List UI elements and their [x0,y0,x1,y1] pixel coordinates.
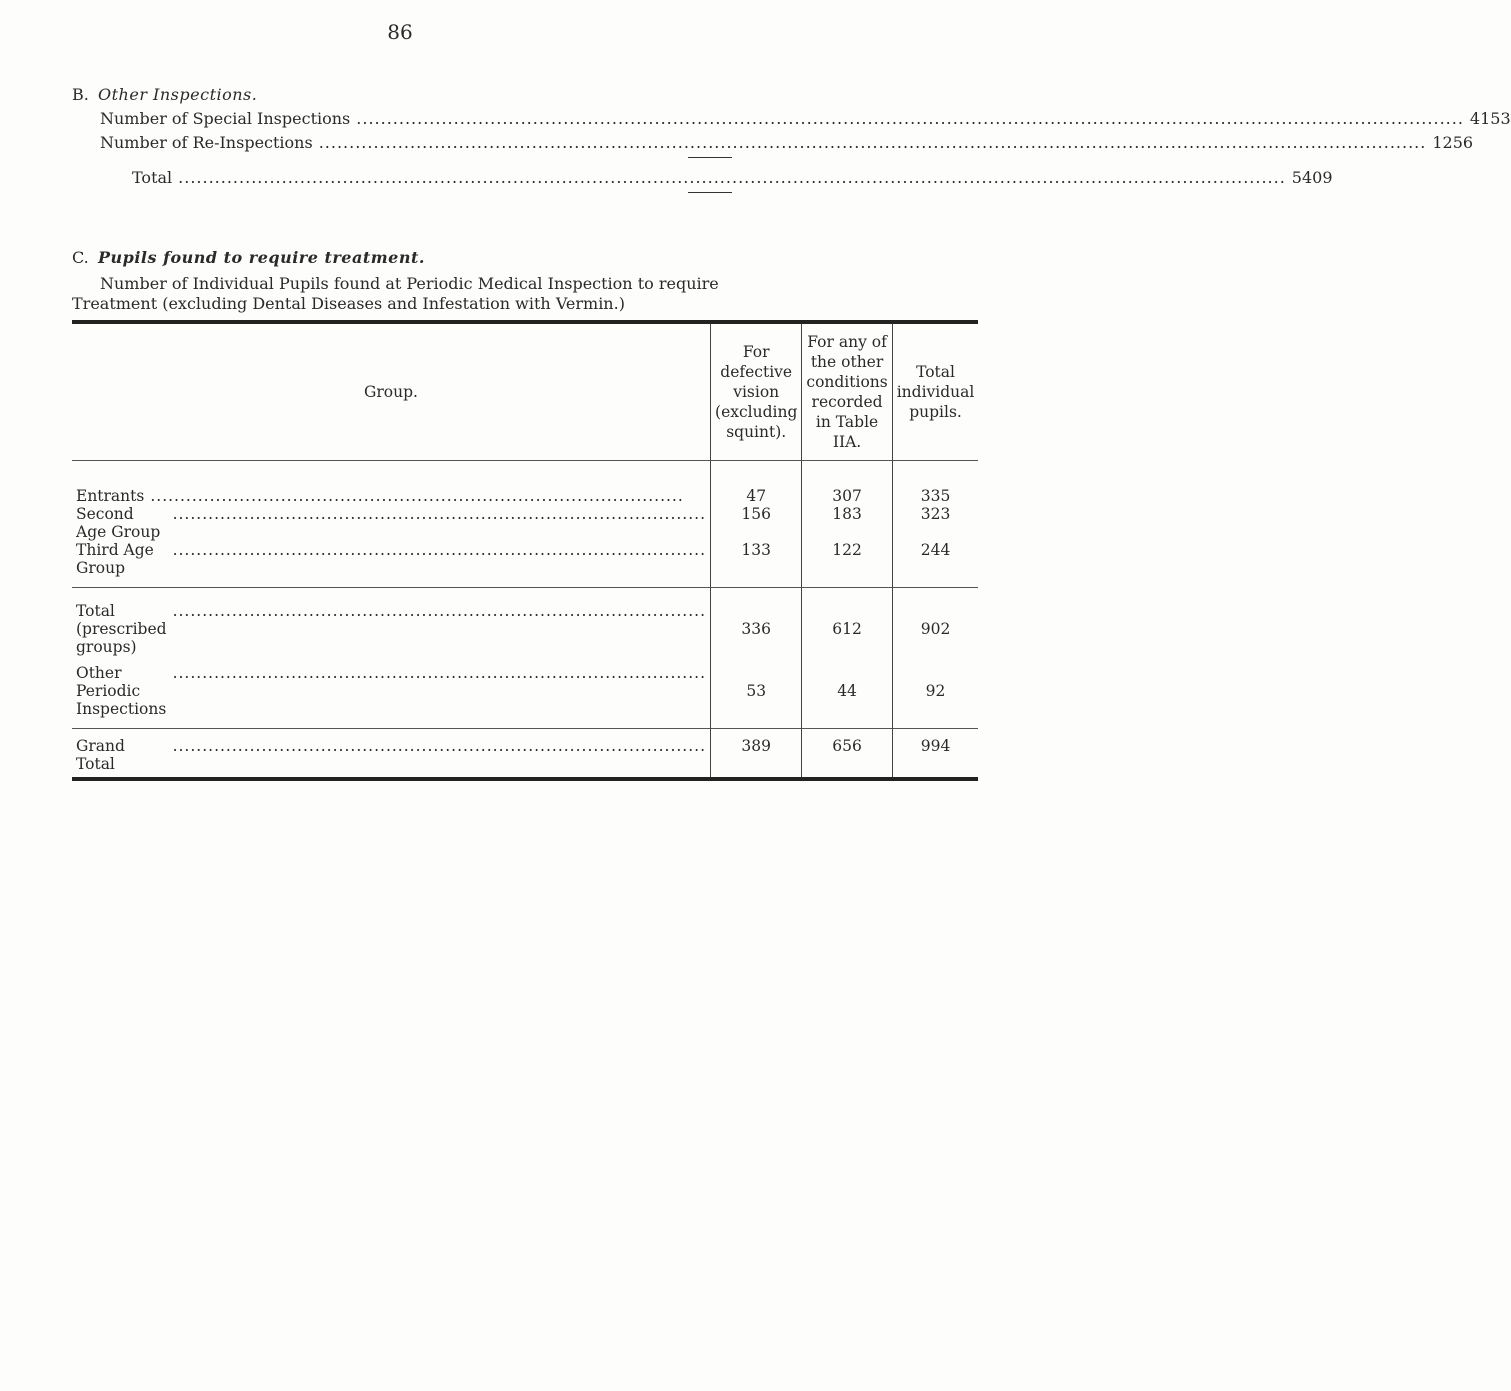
dot-leader [356,107,1464,131]
row-group-cell [72,505,711,541]
dot-leader [173,737,706,755]
section-c-heading [72,246,737,270]
section-b-letter: B. [72,85,89,104]
re-inspections-row [72,131,1474,155]
table-row [72,729,978,780]
total-rule [688,192,732,193]
row-other: 656 [802,729,892,780]
row-vision: 53 [711,656,802,729]
section-c-title: Pupils found to require treatment. [98,248,425,267]
table-row [72,588,978,657]
dot-leader [150,487,706,505]
header-other-conditions: For any of the other conditions recorded in Table IIA. [802,322,892,461]
section-c-letter: C. [72,248,89,267]
row-group: Third Age Group [76,541,154,577]
section-c-paragraph: Number of Individual Pupils found at Periodic Medical Inspection to require Treatment (excluding Dental Diseases and Infestation with Vermin.) [72,274,719,313]
inspections-total-label: Total [132,168,173,187]
table-row [72,541,978,588]
header-defective-vision: For defective vision (excluding squint). [711,322,802,461]
table-row [72,505,978,541]
section-b-heading [72,83,732,107]
section-other-inspections [72,83,1511,193]
treatment-table [72,320,978,781]
row-vision: 336 [711,588,802,657]
table-header-row [72,322,978,461]
row-total: 323 [892,505,978,541]
row-group: Grand Total [76,737,125,773]
row-group-cell [72,541,711,588]
row-vision: 389 [711,729,802,780]
row-other: 183 [802,505,892,541]
row-total: 902 [892,588,978,657]
dot-leader [319,131,1427,155]
row-group: Entrants [76,487,145,505]
row-total: 994 [892,729,978,780]
row-group-cell [72,461,711,506]
row-group-cell [72,656,711,729]
row-total: 92 [892,656,978,729]
row-other: 307 [802,461,892,506]
row-total: 335 [892,461,978,506]
dot-leader [178,166,1286,190]
row-group-cell [72,588,711,657]
table-row [72,656,978,729]
sum-rule [688,157,732,158]
dot-leader [173,664,706,682]
section-treatment [72,246,737,314]
re-inspections-value: 1256 [1432,133,1474,152]
dot-leader [173,602,706,620]
re-inspections-label: Number of Re-Inspections [100,133,313,152]
header-group: Group. [364,383,418,401]
header-total: Total individual pupils. [892,322,978,461]
row-group: Second Age Group [76,505,161,541]
special-inspections-value: 4153 [1469,109,1511,128]
row-vision: 156 [711,505,802,541]
inspections-total-row [132,166,1333,190]
page-number: 86 [387,20,413,44]
row-other: 44 [802,656,892,729]
row-group: Total (prescribed groups) [76,602,167,656]
special-inspections-label: Number of Special Inspections [100,109,351,128]
dot-leader [173,541,706,559]
row-group: Other Periodic Inspections [76,664,167,718]
row-other: 612 [802,588,892,657]
inspections-total-value: 5409 [1291,168,1333,187]
row-vision: 133 [711,541,802,588]
table-row [72,461,978,506]
row-total: 244 [892,541,978,588]
dot-leader [173,505,706,523]
row-vision: 47 [711,461,802,506]
row-group-cell [72,729,711,780]
section-b-title: Other Inspections. [98,85,258,104]
row-other: 122 [802,541,892,588]
special-inspections-row [72,107,1511,131]
